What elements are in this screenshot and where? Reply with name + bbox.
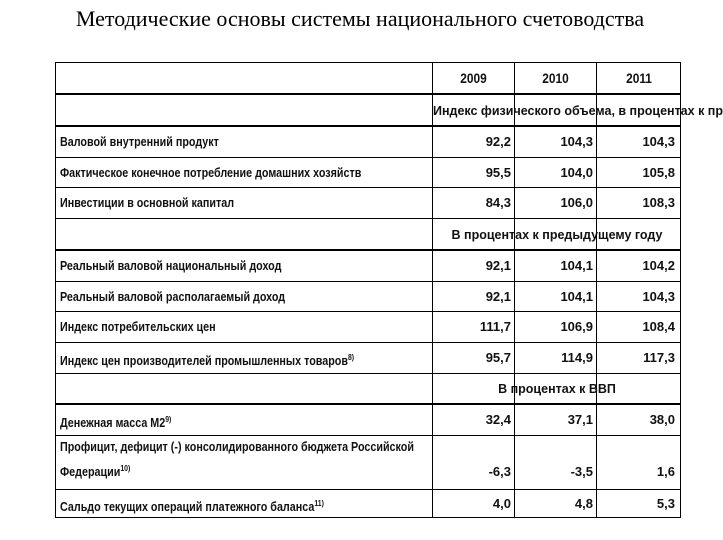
- value-2010: 104,3: [560, 134, 593, 149]
- row-divider: [56, 373, 680, 374]
- footnote-marker: 10): [120, 464, 131, 473]
- value-2009: 95,7: [485, 350, 511, 365]
- value-2010: -3,5: [570, 464, 593, 479]
- value-2010: 104,0: [560, 165, 593, 180]
- value-2011: 108,4: [642, 319, 675, 334]
- value-2009: -6,3: [488, 464, 511, 479]
- row-label-text: Индекс цен производителей промышленных товаров: [60, 354, 348, 369]
- value-2011: 117,3: [643, 350, 675, 365]
- row-divider: [56, 249, 680, 251]
- row-label: Фактическое конечное потребление домашних хозяйств: [60, 166, 362, 180]
- footnote-marker: 8): [347, 353, 355, 362]
- value-2009: 92,2: [485, 134, 511, 149]
- row-label: [60, 436, 421, 483]
- section-header: Индекс физического объема, в процентах к пр: [433, 104, 723, 118]
- row-divider: [56, 187, 680, 188]
- value-2011: 1,6: [656, 464, 675, 479]
- row-label-text: Профицит, дефицит (-) консолидированного бюджета Российской: [60, 440, 414, 454]
- row-label: Реальный валовой национальный доход: [60, 259, 282, 273]
- row-label-text: Денежная масса М2: [60, 416, 166, 431]
- value-2011: 104,3: [642, 134, 675, 149]
- statistics-table: [55, 62, 723, 518]
- value-2010: 104,1: [560, 258, 593, 273]
- row-label: [60, 347, 378, 369]
- value-2009: 92,1: [485, 289, 511, 304]
- row-label: [60, 409, 378, 431]
- section-header: В процентах к предыдущему году: [451, 228, 663, 242]
- value-2010: 106,0: [560, 195, 593, 210]
- page-title: Методические основы системы национального счетоводства: [75, 6, 645, 31]
- value-2009: 92,1: [485, 258, 511, 273]
- value-2011: 104,2: [642, 258, 675, 273]
- row-label: Реальный валовой располагаемый доход: [60, 290, 286, 304]
- row-divider: [56, 218, 680, 219]
- value-2010: 37,1: [567, 412, 593, 427]
- row-label: Валовой внутренний продукт: [60, 135, 219, 149]
- value-2009: 95,5: [485, 165, 511, 180]
- value-2009: 4,0: [492, 496, 511, 511]
- row-divider: [56, 125, 680, 127]
- year-header-2009: 2009: [460, 70, 487, 86]
- row-divider: [56, 281, 680, 282]
- row-label-text-line2: Федерации: [60, 465, 121, 480]
- row-divider: [56, 311, 680, 312]
- value-2009: 84,3: [485, 195, 511, 210]
- year-header-2010: 2010: [542, 70, 569, 86]
- footnote-marker: 9): [165, 415, 172, 424]
- value-2009: 32,4: [485, 412, 511, 427]
- year-header-2011: 2011: [626, 70, 652, 86]
- row-label: Инвестиции в основной капитал: [60, 196, 235, 210]
- footnote-marker: 11): [314, 499, 324, 508]
- value-2011: 5,3: [656, 496, 675, 511]
- value-2011: 104,3: [642, 289, 675, 304]
- value-2010: 104,1: [560, 289, 593, 304]
- value-2010: 114,9: [561, 350, 593, 365]
- section-header: В процентах к ВВП: [498, 382, 616, 396]
- value-2009: 111,7: [479, 319, 511, 334]
- value-2011: 105,8: [642, 165, 675, 180]
- value-2010: 106,9: [560, 319, 593, 334]
- row-divider: [56, 489, 680, 490]
- value-2011: 108,3: [642, 195, 675, 210]
- row-label: Индекс потребительских цен: [60, 320, 216, 334]
- value-2011: 38,0: [649, 412, 675, 427]
- row-divider: [56, 342, 680, 343]
- row-label: [60, 493, 378, 515]
- row-divider: [56, 403, 680, 405]
- header-divider: [56, 93, 680, 95]
- row-label-text: Сальдо текущих операций платежного баланса: [60, 500, 315, 515]
- row-divider: [56, 157, 680, 158]
- value-2010: 4,8: [574, 496, 593, 511]
